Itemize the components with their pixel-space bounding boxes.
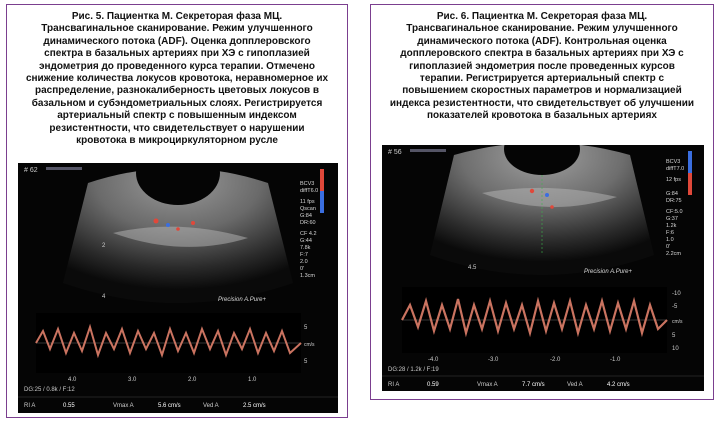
depth-mark: 4.5 bbox=[468, 265, 477, 271]
footer-line-1: DG:28 / 1.2k / F:19 bbox=[388, 367, 439, 373]
param: diffT7.0 bbox=[666, 166, 685, 172]
scale-unit: cm/s bbox=[304, 342, 315, 348]
vmax-value: 5.6 cm/s bbox=[158, 403, 181, 409]
doppler-locus bbox=[550, 205, 554, 209]
caption-line: снижение количества локусов кровотока, неравномерное их bbox=[25, 73, 329, 85]
caption-line: динамического потока (ADF). Контрольная оценка bbox=[417, 35, 667, 47]
param: 7.8k bbox=[300, 245, 311, 251]
time-mark: -4.0 bbox=[428, 357, 439, 363]
doppler-locus bbox=[530, 189, 534, 193]
scan-parameters bbox=[300, 181, 318, 279]
caption-line: повышением скоростных параметров и нормализацией bbox=[402, 85, 682, 97]
param: 0' bbox=[666, 244, 671, 250]
doppler-locus bbox=[545, 193, 549, 197]
param: G:84 bbox=[666, 191, 678, 197]
figure-6-caption bbox=[381, 11, 703, 123]
caption-line: базальном и субэндометриальных слоях. Регистрируется bbox=[31, 97, 323, 109]
figure-5-panel bbox=[6, 4, 348, 418]
caption-line: артериальный спектр с повышенным индексом bbox=[57, 110, 297, 122]
caption-line: спектра в базальных артериях при ХЭ с гипоплазией bbox=[44, 48, 310, 60]
doppler-locus bbox=[176, 227, 180, 231]
param: 2.2cm bbox=[666, 251, 681, 257]
color-scale-bar bbox=[688, 173, 692, 195]
param: F:7 bbox=[300, 252, 308, 258]
ultrasound-image-fig5 bbox=[18, 163, 338, 413]
ri-label: RI A bbox=[388, 382, 400, 388]
ultrasound-image-fig6 bbox=[382, 145, 704, 391]
param: 12 fps bbox=[666, 177, 681, 183]
caption-line: индекса резистентности, что свидетельствует об улучшении bbox=[389, 97, 695, 109]
param: 11 fps bbox=[300, 199, 315, 205]
caption-line: кровотока в микроциркуляторном русле bbox=[76, 135, 278, 147]
time-mark: -2.0 bbox=[550, 357, 561, 363]
scale-label: 5 bbox=[304, 325, 308, 331]
frame-number: # 56 bbox=[388, 149, 402, 156]
progress-bar bbox=[410, 149, 446, 152]
ri-label: RI A bbox=[24, 403, 36, 409]
vmax-label: Vmax A bbox=[113, 403, 134, 409]
param: CF 4.2 bbox=[300, 231, 317, 237]
param: DR:75 bbox=[666, 198, 682, 204]
ved-label: Ved A bbox=[567, 382, 583, 388]
vmax-value: 7.7 cm/s bbox=[522, 382, 545, 388]
caption-line: динамического потока (ADF). Оценка допплеровского bbox=[43, 35, 311, 47]
footer-line-1: DG:25 / 0.8k / F:12 bbox=[24, 387, 75, 393]
caption-line: Трансвагинальное сканирование. Режим улучшенного bbox=[406, 23, 678, 35]
scale-unit: cm/s bbox=[672, 319, 683, 325]
caption-line: допплеровского спектра в базальных артериях при ХЭ с bbox=[400, 48, 684, 60]
doppler-locus bbox=[191, 221, 195, 225]
param: G:37 bbox=[666, 216, 678, 222]
param: F:6 bbox=[666, 230, 674, 236]
scale-label: -5 bbox=[672, 304, 678, 310]
color-scale-bar bbox=[688, 151, 692, 173]
scan-parameters bbox=[666, 159, 684, 257]
depth-mark: 4 bbox=[102, 294, 106, 300]
param: diffT6.0 bbox=[300, 188, 319, 194]
vmax-label: Vmax A bbox=[477, 382, 498, 388]
scale-label: 10 bbox=[672, 346, 679, 352]
param: Qscan bbox=[300, 206, 316, 212]
param: BCV3 bbox=[300, 181, 315, 187]
caption-line: резистентности, что свидетельствует о нарушении bbox=[49, 122, 305, 134]
param: CF:5.0 bbox=[666, 209, 683, 215]
caption-line: распределение, разнокалиберность цветовых локусов в bbox=[34, 85, 320, 97]
ri-value: 0.55 bbox=[63, 403, 75, 409]
ultrasound-scan-fig5 bbox=[18, 163, 338, 413]
time-mark: 2.0 bbox=[188, 377, 197, 383]
param: 1.2k bbox=[666, 223, 677, 229]
figure-6-panel bbox=[370, 4, 714, 400]
ved-label: Ved A bbox=[203, 403, 219, 409]
brand-label: Precision A.Pure+ bbox=[584, 269, 632, 275]
brand-label: Precision A.Pure+ bbox=[218, 297, 266, 303]
color-scale-bar bbox=[320, 169, 324, 191]
time-mark: 4.0 bbox=[68, 377, 77, 383]
caption-line: показателей кровотока в базальных артериях bbox=[427, 110, 657, 122]
caption-line: эндометрия до проведенного курса терапии. Отмечено bbox=[38, 60, 316, 72]
scale-label: -10 bbox=[672, 291, 681, 297]
caption-line: Рис. 6. Пациентка М. Секреторая фаза МЦ. bbox=[436, 11, 648, 22]
param: DR:60 bbox=[300, 220, 316, 226]
progress-bar bbox=[46, 167, 82, 170]
ri-value: 0.59 bbox=[427, 382, 439, 388]
color-scale-bar bbox=[320, 191, 324, 213]
ved-value: 4.2 cm/s bbox=[607, 382, 630, 388]
depth-mark: 2 bbox=[102, 243, 106, 249]
caption-line: Трансвагинальное сканирование. Режим улучшенного bbox=[41, 23, 313, 35]
time-mark: 3.0 bbox=[128, 377, 137, 383]
time-mark: -1.0 bbox=[610, 357, 621, 363]
frame-number: # 62 bbox=[24, 167, 38, 174]
time-mark: 1.0 bbox=[248, 377, 257, 383]
param: 1.3cm bbox=[300, 273, 315, 279]
doppler-locus bbox=[154, 219, 159, 224]
scale-label: 5 bbox=[304, 359, 308, 365]
time-mark: -3.0 bbox=[488, 357, 499, 363]
ved-value: 2.5 cm/s bbox=[243, 403, 266, 409]
param: G:84 bbox=[300, 213, 312, 219]
param: BCV3 bbox=[666, 159, 681, 165]
param: 1.0 bbox=[666, 237, 674, 243]
param: 0' bbox=[300, 266, 305, 272]
caption-line: терапии. Регистрируется артериальный спектр с bbox=[419, 73, 665, 85]
figure-5-caption bbox=[17, 11, 337, 147]
param: 2.0 bbox=[300, 259, 308, 265]
caption-line: Рис. 5. Пациентка М. Секреторая фаза МЦ. bbox=[71, 11, 283, 22]
caption-line: гипоплазией эндометрия после проведенных курсов bbox=[409, 60, 675, 72]
scale-label: 5 bbox=[672, 333, 676, 339]
param: G:44 bbox=[300, 238, 312, 244]
ultrasound-scan-fig6 bbox=[382, 145, 704, 391]
doppler-locus bbox=[166, 223, 170, 227]
